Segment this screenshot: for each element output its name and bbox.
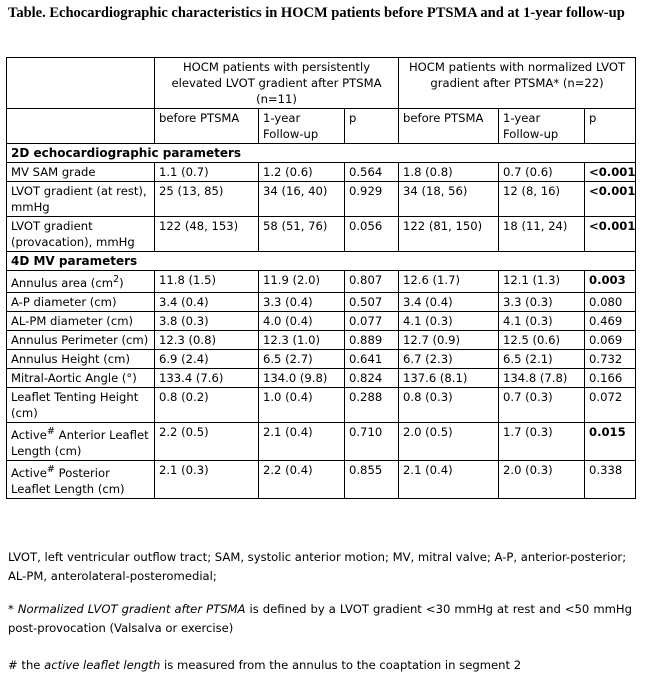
followup-value-1: 3.3 (0.4) [259, 292, 345, 311]
table-row [7, 163, 636, 182]
followup-value-2: 18 (11, 24) [499, 217, 585, 252]
p-value-2: <0.001 [585, 182, 636, 217]
followup-header-2: 1-year Follow-up [499, 109, 585, 144]
before-value-1: 2.2 (0.5) [155, 422, 259, 460]
before-value-2: 3.4 (0.4) [399, 292, 499, 311]
followup-value-1: 6.5 (2.7) [259, 349, 345, 368]
before-value-2: 122 (81, 150) [399, 217, 499, 252]
row-label: Annulus Perimeter (cm) [7, 330, 155, 349]
row-label-end: ) [119, 275, 124, 290]
sub-header-row [7, 109, 636, 144]
table-row [7, 460, 636, 498]
row-label-end: Anterior Leaflet Length (cm) [11, 427, 149, 458]
table-row [7, 292, 636, 311]
followup-value-2: 12.5 (0.6) [499, 330, 585, 349]
table-row [7, 217, 636, 252]
before-value-1: 2.1 (0.3) [155, 460, 259, 498]
before-value-1: 1.1 (0.7) [155, 163, 259, 182]
before-value-1: 6.9 (2.4) [155, 349, 259, 368]
table-row [7, 182, 636, 217]
followup-value-1: 1.0 (0.4) [259, 387, 345, 422]
p-value-1: 0.855 [345, 460, 399, 498]
p-value-1: 0.824 [345, 368, 399, 387]
followup-value-1: 134.0 (9.8) [259, 368, 345, 387]
followup-value-1: 11.9 (2.0) [259, 271, 345, 293]
before-value-1: 12.3 (0.8) [155, 330, 259, 349]
row-label [7, 271, 155, 293]
table-row [7, 422, 636, 460]
table-row [7, 311, 636, 330]
row-label: LVOT gradient (provacation), mmHg [7, 217, 155, 252]
footnote-star-italic: Normalized LVOT gradient after PTSMA [17, 602, 246, 616]
p-value-2: 0.338 [585, 460, 636, 498]
followup-value-2: 0.7 (0.6) [499, 163, 585, 182]
before-value-2: 1.8 (0.8) [399, 163, 499, 182]
section-4d-mv: 4D MV parameters [7, 252, 636, 271]
followup-value-1: 34 (16, 40) [259, 182, 345, 217]
row-label: LVOT gradient (at rest), mmHg [7, 182, 155, 217]
row-label [7, 460, 155, 498]
table-row [7, 330, 636, 349]
row-label-superscript: # [46, 463, 55, 475]
p-value-2: 0.732 [585, 349, 636, 368]
row-label-superscript: # [46, 425, 55, 437]
p-value-2: 0.166 [585, 368, 636, 387]
footnote-star-rest: is defined by a LVOT gradient <30 mmHg at rest and <50 mmHg post-provocation (Valsalva or exercise) [8, 602, 632, 635]
p-value-2: 0.003 [585, 271, 636, 293]
p-value-1: 0.929 [345, 182, 399, 217]
followup-value-1: 58 (51, 76) [259, 217, 345, 252]
empty-corner-cell [7, 58, 155, 109]
row-label [7, 422, 155, 460]
before-value-1: 25 (13, 85) [155, 182, 259, 217]
before-header-2: before PTSMA [399, 109, 499, 144]
before-value-2: 2.0 (0.5) [399, 422, 499, 460]
p-value-1: 0.077 [345, 311, 399, 330]
group2-header: HOCM patients with normalized LVOT gradient after PTSMA* (n=22) [399, 58, 636, 109]
section-row [7, 144, 636, 163]
table-row [7, 271, 636, 293]
followup-value-2: 4.1 (0.3) [499, 311, 585, 330]
row-label: MV SAM grade [7, 163, 155, 182]
row-label-main: Annulus area (cm [11, 275, 113, 290]
row-label-main: Active [11, 465, 47, 480]
p-value-2: 0.072 [585, 387, 636, 422]
row-label-superscript: 2 [113, 274, 120, 285]
row-label-end: Posterior Leaflet Length (cm) [11, 465, 125, 496]
group1-header: HOCM patients with persistently elevated LVOT gradient after PTSMA (n=11) [155, 58, 399, 109]
before-value-1: 3.4 (0.4) [155, 292, 259, 311]
row-label: AL-PM diameter (cm) [7, 311, 155, 330]
before-value-2: 2.1 (0.4) [399, 460, 499, 498]
p-value-1: 0.564 [345, 163, 399, 182]
p-value-2: 0.080 [585, 292, 636, 311]
p-header-1: p [345, 109, 399, 144]
followup-value-2: 3.3 (0.3) [499, 292, 585, 311]
p-value-2: <0.001 [585, 163, 636, 182]
followup-value-1: 2.1 (0.4) [259, 422, 345, 460]
footnote-hash-prefix: # the [8, 658, 45, 672]
footnote-hash-rest: is measured from the annulus to the coaptation in segment 2 [160, 658, 522, 672]
table-row [7, 349, 636, 368]
table-row [7, 368, 636, 387]
p-value-1: 0.807 [345, 271, 399, 293]
followup-value-2: 12.1 (1.3) [499, 271, 585, 293]
row-label: Annulus Height (cm) [7, 349, 155, 368]
followup-value-2: 6.5 (2.1) [499, 349, 585, 368]
before-value-2: 0.8 (0.3) [399, 387, 499, 422]
empty-label-cell [7, 109, 155, 144]
followup-value-2: 134.8 (7.8) [499, 368, 585, 387]
before-value-1: 11.8 (1.5) [155, 271, 259, 293]
followup-value-1: 2.2 (0.4) [259, 460, 345, 498]
section-2d-echo: 2D echocardiographic parameters [7, 144, 636, 163]
row-label: A-P diameter (cm) [7, 292, 155, 311]
active-leaflet-footnote [8, 656, 632, 675]
p-value-2: 0.469 [585, 311, 636, 330]
before-value-1: 3.8 (0.3) [155, 311, 259, 330]
table-row [7, 387, 636, 422]
section-row [7, 252, 636, 271]
p-value-1: 0.507 [345, 292, 399, 311]
row-label: Mitral-Aortic Angle (°) [7, 368, 155, 387]
followup-value-2: 12 (8, 16) [499, 182, 585, 217]
p-value-1: 0.288 [345, 387, 399, 422]
before-header-1: before PTSMA [155, 109, 259, 144]
before-value-2: 4.1 (0.3) [399, 311, 499, 330]
footnote-star-prefix: * [8, 602, 18, 616]
echo-table [6, 57, 636, 499]
row-label: Leaflet Tenting Height (cm) [7, 387, 155, 422]
before-value-2: 34 (18, 56) [399, 182, 499, 217]
followup-value-2: 2.0 (0.3) [499, 460, 585, 498]
before-value-1: 133.4 (7.6) [155, 368, 259, 387]
group-header-row [7, 58, 636, 109]
p-value-2: 0.069 [585, 330, 636, 349]
p-header-2: p [585, 109, 636, 144]
followup-value-2: 1.7 (0.3) [499, 422, 585, 460]
p-value-1: 0.889 [345, 330, 399, 349]
before-value-2: 12.6 (1.7) [399, 271, 499, 293]
p-value-2: 0.015 [585, 422, 636, 460]
p-value-1: 0.710 [345, 422, 399, 460]
abbreviations-footnote: LVOT, left ventricular outflow tract; SAM, systolic anterior motion; MV, mitral valve; A-P, anterior-posterior; AL-PM, anterolateral-posteromedial; [8, 550, 627, 583]
p-value-2: <0.001 [585, 217, 636, 252]
table-title: Table. Echocardiographic characteristics in HOCM patients before PTSMA and at 1-year follow-up [8, 5, 625, 21]
followup-value-1: 12.3 (1.0) [259, 330, 345, 349]
p-value-1: 0.641 [345, 349, 399, 368]
footnote-hash-italic: active leaflet length [44, 658, 161, 672]
before-value-2: 6.7 (2.3) [399, 349, 499, 368]
followup-header-1: 1-year Follow-up [259, 109, 345, 144]
before-value-1: 122 (48, 153) [155, 217, 259, 252]
p-value-1: 0.056 [345, 217, 399, 252]
row-label-main: Active [11, 427, 47, 442]
before-value-2: 137.6 (8.1) [399, 368, 499, 387]
followup-value-2: 0.7 (0.3) [499, 387, 585, 422]
normalized-definition-footnote [8, 600, 632, 638]
before-value-1: 0.8 (0.2) [155, 387, 259, 422]
followup-value-1: 4.0 (0.4) [259, 311, 345, 330]
followup-value-1: 1.2 (0.6) [259, 163, 345, 182]
before-value-2: 12.7 (0.9) [399, 330, 499, 349]
